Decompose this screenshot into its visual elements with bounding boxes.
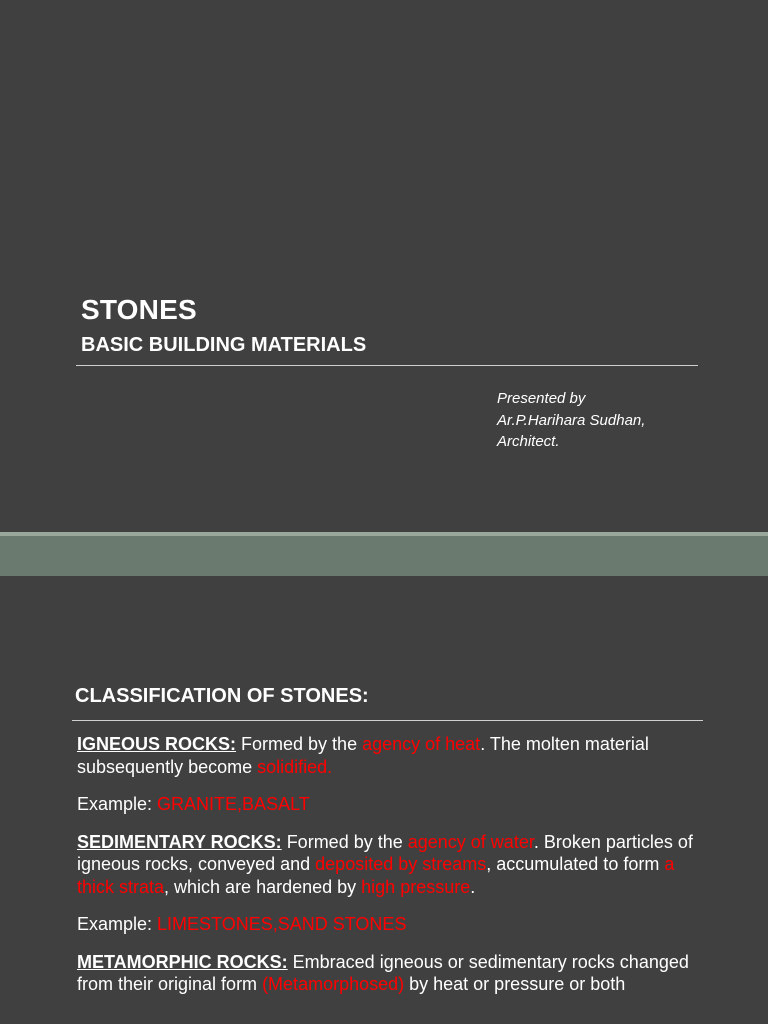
- sedimentary-text-3: , accumulated to form: [486, 854, 665, 874]
- sedimentary-text-2: . Broken particles of igneous rocks, conveyed and: [77, 831, 693, 874]
- sedimentary-label: SEDIMENTARY ROCKS:: [77, 831, 282, 852]
- igneous-text-1: Formed by the: [236, 734, 363, 754]
- example-1-paragraph: [77, 793, 707, 816]
- sedimentary-text-4: , which are hardened by: [164, 876, 362, 897]
- metamorphic-text-1: Embraced igneous or sedimentary rocks changed from their original form: [77, 951, 689, 994]
- igneous-highlight-2: solidified.: [257, 756, 333, 777]
- sedimentary-highlight-1: agency of water: [407, 831, 534, 852]
- sedimentary-text-1: Formed by the: [281, 831, 408, 852]
- metamorphic-paragraph: [77, 951, 707, 996]
- sedimentary-highlight-2: deposited by streams: [315, 854, 487, 874]
- igneous-label: IGNEOUS ROCKS: [77, 734, 231, 754]
- slide-subtitle: BASIC BUILDING MATERIALS: [81, 334, 367, 356]
- example-2-value: LIMESTONES,SAND STONES: [157, 914, 407, 934]
- metamorphic-text-2: by heat or pressure or both: [404, 974, 626, 994]
- igneous-paragraph: [77, 733, 707, 778]
- metamorphic-label: METAMORPHIC ROCKS:: [77, 951, 288, 972]
- presenter-line-2: Ar.P.Harihara Sudhan,: [497, 411, 646, 429]
- classification-slide: [0, 576, 768, 1024]
- sedimentary-highlight-4: high pressure: [361, 876, 471, 897]
- igneous-highlight-1: agency of heat: [362, 734, 481, 754]
- igneous-text-2: . The molten material subsequently become: [77, 734, 649, 777]
- metamorphic-highlight-1: (Metamorphosed): [262, 974, 405, 994]
- classification-heading: CLASSIFICATION OF STONES:: [75, 685, 369, 707]
- example-2-label: Example:: [77, 914, 158, 934]
- slide-separator-band: [0, 536, 768, 576]
- example-1-label: Example:: [77, 794, 158, 814]
- igneous-colon: :: [230, 734, 237, 754]
- slide-title: STONES: [81, 294, 197, 325]
- heading-divider: [72, 720, 703, 721]
- sedimentary-highlight-3: a thick strata: [77, 854, 675, 897]
- sedimentary-paragraph: [77, 831, 707, 899]
- presenter-line-3: Architect.: [497, 433, 560, 450]
- slide-body: [77, 733, 707, 1011]
- presenter-line-1: Presented by: [497, 390, 586, 407]
- presenter-block: [497, 388, 645, 453]
- example-2-paragraph: [77, 913, 707, 936]
- sedimentary-text-5: .: [470, 876, 476, 897]
- title-divider: [76, 365, 698, 366]
- example-1-value: GRANITE,BASALT: [157, 794, 310, 814]
